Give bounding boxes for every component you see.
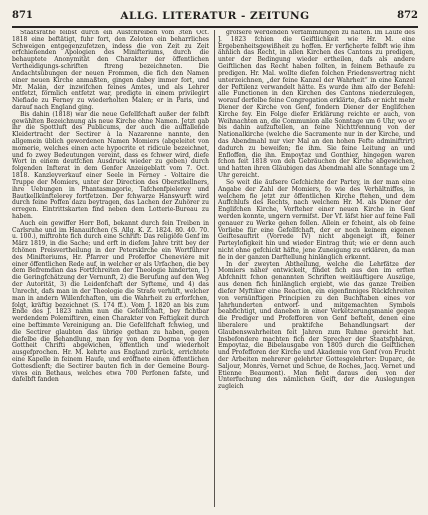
column-divider <box>214 30 215 507</box>
journal-title: ALLG. LITERATUR - ZEITUNG <box>120 10 310 22</box>
page-header <box>12 10 418 28</box>
right-column <box>218 30 415 509</box>
right-paragraph-2: So weit die äufsere Gefchichte der Partey, in der man eine Angabe der Zahl der Momiers, fo wie des Verhältniffes, in welchem fie jetzt zur öffentlichen Kirche ftehen, und dem Auffchlufs des Rechts, nach welchem Hr. M. als Diener der Englifchen Kirche, Vorfteher einer neuen Kirche in Genf werden konnte, ungern vermifst. Der Vf. läfst hier auf feine Fall genauer zu Werke gehen follen. Allein er fcheint, als ob feine Vorliebe für eine Gefellfchaft, der er noch keinem eigenen Geiftesauftrit (Vorrede IV) nicht abgeneigt ift, feiner Parteylofigkeit hin und wieder Eintrag thut; wie er denn auch nicht ohne gefchickt häfte, jene Zuneigung zu erklären, da man fie in der ganzen Darftellung hinlänglich erkennt. <box>218 178 415 261</box>
left-paragraph-2: Bis dahin (1818) war die neue Gefellfchaft außer der felbft gewählten Bezeichnung als neue Kirche ohne Namen. Jetzt gab ihr die Spottluft des Publicums, der auch die auffallende Kleidertracht der Sectirer à la Nazarenne nannte, den allgemein üblich gewordenen Namen Momiers (abgeleitet von momerie, welches einen acte hypocrite et ridicule bezeichnet, und fo zwey Bedeutungen vereint, dass es fchwer wird, diefe Wort in einem deutfchen Ausdruck wieder zu geben) durch folgenden Infterat in dem Genfer Anzeigeblatt vom 7. Oct. 1818. Kanzleyverkauf einer Seele in Ferney - Voltaire die Truppe der Momiers, unter der Direction des Oberstkellners, ihre Uebungen in Phantasmagorie, Tafchenfpielerey und Bautkellkünftelerey fortfetzen. Der fchwarze Hanswurft wird durch feine Poffen dazu beytragen, das Lachen der Zuhörer zu erregen. Eintrittskarten find neben dem Lotterie-Bureau zu haben. <box>12 110 209 220</box>
right-paragraph-3: In der zweyten Abtheilung, welche die Lehrfätze der Momiers näher entwickelt, findet fich aus den im erften Abfchnitt fchon genannten Schriften weitläuftigere Auszüge, aus denen fich hinlänglich ergiebt, wie das ganze Treiben diefer Myftiker eine Reaction, ein eigenfinniges Rückfchreiten von vernünftigen Principien zu den Buchftaben eines vor Jahrhunderten entworf- und mitgemachten Symbols beabfichtigt, und daneben in einer Verketzerungsmanie gegen die Prediger und Profefforen von Genf befteht, denen eine liberalere und praktifche Behandlungsart der Glaubenswahrheiten feit Jahren zum Ruhme gereicht hat. Insbefondere machten fich der Sprecher der Staatsfphären, Empoytaz, die Bibelausgabe von 1805 durch die Geiftlichen und Profefforen der Kirche und Akademie von Genf (von Frucht der Arbeiten mehrerer gelehrter Gottesgelehrter: Duparc, de Saljour, Monrès, Vernet und Schue, de Roches, Jacq. Vernet und Etienne Beaumont). Man fieht daraus den von der Unterfuchung des nämlichen Geift, der die Auslegungen zugleich <box>218 260 415 391</box>
page-number-left: 871 <box>12 10 33 21</box>
left-column <box>12 30 209 509</box>
right-paragraph-1: gröfsere werdenden Verfammlungen zu halten. Im Laufe des J. 1823 fchien die Geiftlichkeit wie Hr. M. eine Ergebenheitsgewißheit zu hoffen. Er verficherte felbft wie ihm ähnlich das Recht, in allen Kirchen des Cantons zu predigen, unter der Bedingung wieder ertheilen, dafs als andere Geiftlichen das Recht haben follten, in feinem Bethaufe zu predigen. Hr. Mal. wollte diefen folchen Friedensvertrag nicht unterzeichnen, „der feine Kanzel der Wahrheit“ in eine Kanzel der Peftilenz verwandelt hätte. Es wurde ihm alfo der Befehl: alle Functionen in den Kirchen des Cantons niederzulegen, worauf derfelbe feine Congregation erklärte, dafs er nicht mehr Diener der Kirche von Genf, fondern Diener der Englifchen Kirche fey. Ein Folge diefer Erklärung reichte er auch, von Weihnachten an, die Communion alle Sonntage um 6 Uhr, wo er bis dahin aufzuftellen, an feine Nichttrennung von der Nationalkirche (welche die Sacramente nur in der Kirche, und das Abendmahl nur vier Mal an den hohen Fefte adminiftrirt) dadurch zu beweifen; fie ihm. Sie feine Leitung an und Enfloffen, die ihn. Empoytaz und Gonthier, hingegen waren fchon feit 1818 von den Gebräuchen der Kirche abgewichen, und hatten ihren Gläubigen das Abendmahl alle Sonntage um 2 Uhr gereicht. <box>218 30 415 180</box>
left-paragraph-1: Staatsrathe felbst durch ein Ausfchreiben vom 3ten Oct. 1818 eine beftätigt, fuhr fort, den Zeloten ein beharrliches Schweigen entgegenzufetzen, indess die von Zeit zu Zeit erfchienenden Apologien des Minifteriums, durch die behauptete Anonymität den Charakter der öffentlichen Vertheidigungs-schriften ftreng bezeichneten. Die Andachtsübungen der neuen Frommen, die fich den Namen einer neuen Kirche anmaßten, gingen dabey immer fort, und Mr. Malán, der inzwifchen feines Amtes, und als Lehrer entfetzt, förmlich entfetzt war, predigte in einem privilegirt Niefiade zu Ferney zu wiederholten Malen; er in Paris, und darauf nach England ging. <box>12 30 209 111</box>
page-number-right: 872 <box>397 10 418 21</box>
left-paragraph-3: Auch ein gewiffer Herr Bofi, bekannt durch fein Treiben in Carlsruhe und im Hanauifchen (S. Allg. K. Z. 1824. 80. 40. 70. u. 100.), miftrohte fich durch eine Schrift: Das religiöfe Genf im März 1819, in die Sache; und erft in diefem Jahre tritt bey der fchönen Preisvertheilung in der Petersklrche ein Wortführer des Minifteriums, Hr. Pfarrer und Profeffor Chenevière mit einer öffentlichen Rede auf, in welcher er als Urfachen, die bey dem Befremdian das Fortfchreiten der Theologie hinderten, 1) die Geringfchätzung der Vernunft, 2) die Berufung auf den Weg der Autorität, 3) die Leidenfchaft der Syfteme, und 4) das Unrecht, dafs man in der Theologie die Strafe verhüft, welcher man in andern Willenfchaften, um die Wahrheit zu erforfchen, folgt, kräftig bezeichnet (S. 174 ff.). Vom J. 1820 an bis zum Ende des J. 1823 nahm nun die Gefellfchaft, bey fichtbar werdendem Polemiftiren, einen Charakter von Feftigkeit durch eine beftimmte Vereinigung an. Die Gefellfchaft fchwieg, und die Sectirer glaubten das übrige gethan zu haben, gegen diefelbe die Behandlung, man fey von dem Dogma von der Gottheit Chrifti abgewichen, öffentlich und wiederholt ausgefprochen. Hr. M. kehrte aus England zurück, errichtete eine Kapelle in feinem Haufe, und eröffnete einen öffentlichen Gottesdienft; die Sectirer bauten fich in der Gemeine Bourg-vives ein Bethaus, welches etwa 700 Perfonen fafste, und dafelbft fanden <box>12 219 209 384</box>
